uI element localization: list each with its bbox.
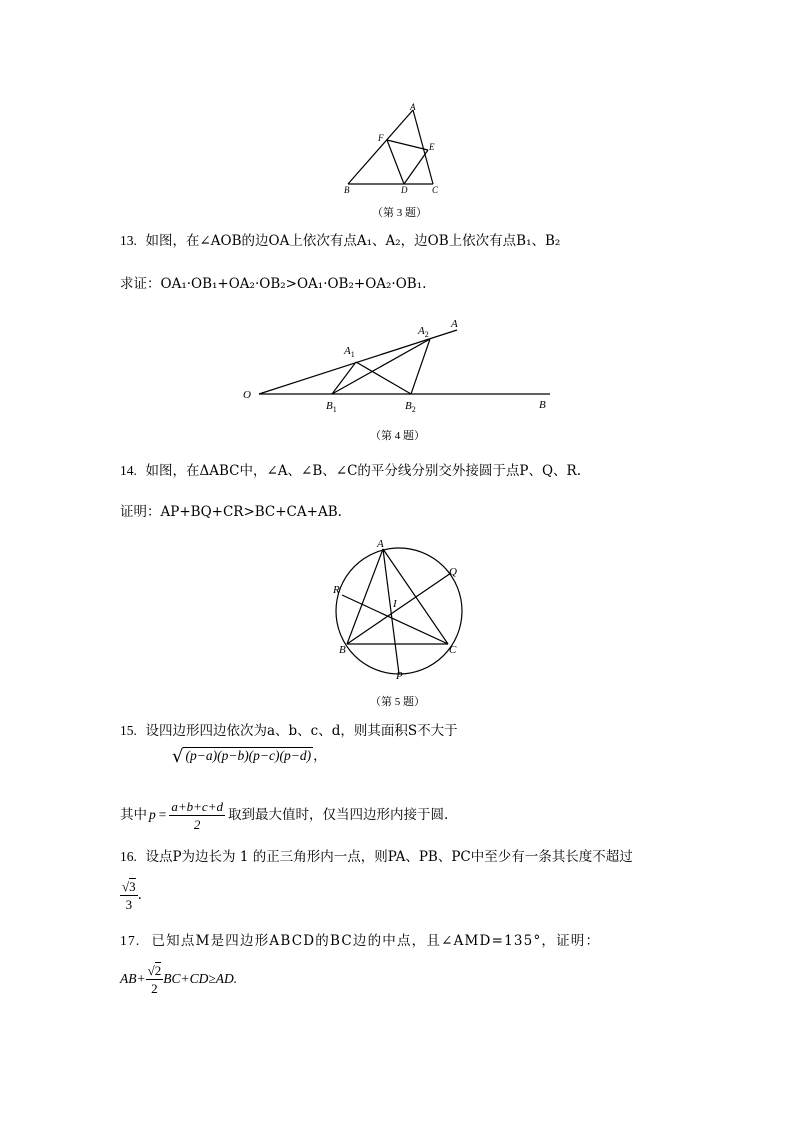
problem-15-radicand: (p−a)(p−b)(p−c)(p−d) [185, 748, 312, 763]
problem-16-line1: 设点P为边长为 1 的正三角形内一点，则PA、PB、PC中至少有一条其长度不超过 [145, 849, 633, 865]
figure-3-caption: （第 3 题） [372, 207, 427, 219]
fig5-label-q: Q [449, 566, 457, 578]
fig4-label-a2: $A_2$ [418, 325, 429, 339]
problem-14-claim: 证明：AP+BQ+CR>BC+CA+AB. [120, 504, 342, 520]
problem-14-line1: 如图，在ΔABC中，∠A、∠B、∠C的平分线分别交外接圆于点P、Q、R. [145, 463, 582, 479]
fig3-label-f: F [378, 133, 384, 143]
problem-14-statement [120, 462, 581, 480]
problem-15-formula-tail: ， [313, 748, 327, 764]
fig4-label-a: A [451, 318, 458, 330]
problem-16-tail: . [137, 887, 142, 903]
fig5-label-r: R [333, 584, 340, 596]
fig4-label-b1: $B_1$ [326, 400, 337, 414]
problem-13-statement [120, 232, 560, 250]
figure-4-angle [235, 312, 565, 422]
figure-4-caption: （第 4 题） [370, 430, 425, 442]
problem-14-number: 14. [120, 463, 137, 478]
problem-17-denominator: 2 [151, 980, 158, 996]
problem-17-part-a: AB+ [120, 971, 146, 986]
fig5-label-c: C [449, 644, 457, 656]
problem-17-claim [120, 958, 237, 1000]
problem-16-number: 16. [120, 849, 137, 864]
problem-15-p-fraction [169, 798, 225, 833]
fig4-label-b: B [539, 399, 546, 411]
fig5-label-p: P [396, 670, 403, 682]
problem-17-numerator: 2 [154, 962, 162, 978]
problem-16-denominator: 3 [125, 896, 133, 912]
problem-13-line1: 如图，在∠AOB的边OA上依次有点A₁、A₂，边OB上依次有点B₁、B₂ [145, 233, 561, 249]
problem-15-line1: 设四边形四边依次为a、b、c、d，则其面积S不大于 [145, 723, 458, 739]
problem-15-p-eq: = [158, 807, 167, 822]
problem-17-fraction: $\frac{√2}{2}$ [147, 962, 162, 996]
fig3-label-a: A [410, 102, 416, 112]
problem-15-suffix: 取到最大值时，仅当四边形内接于圆. [227, 807, 449, 823]
fig4-label-o: O [243, 389, 251, 401]
problem-15-formula: √ (p−a)(p−b)(p−c)(p−d) ， [172, 746, 327, 767]
problem-16-bound [120, 874, 142, 916]
problem-16-numerator: 3 [129, 878, 136, 894]
fig5-label-a: A [377, 538, 384, 550]
problem-15-p-numerator: a+b+c+d [171, 798, 223, 814]
fig3-label-e: E [429, 142, 435, 152]
problem-17-number: 17. [120, 933, 141, 948]
fig5-label-b: B [339, 644, 346, 656]
problem-13-claim: 求证：OA₁·OB₁+OA₂·OB₂>OA₁·OB₂+OA₂·OB₁. [120, 276, 427, 292]
problem-17-part-b: BC+CD≥AD. [163, 971, 238, 986]
problem-15-condition [120, 796, 448, 834]
fig3-label-b: B [344, 185, 350, 195]
figure-5-caption: （第 5 题） [370, 696, 425, 708]
problem-17-statement [120, 932, 600, 950]
fig4-label-b2: $B_2$ [405, 400, 416, 414]
problem-15-prefix: 其中 [120, 807, 147, 823]
problem-15-statement [120, 722, 458, 740]
fig5-label-i: I [393, 598, 397, 610]
problem-15-p-var: p [149, 807, 156, 822]
problem-15-p-denominator: 2 [193, 816, 201, 832]
fig3-label-d: D [401, 185, 408, 195]
figure-3-triangle [335, 100, 455, 200]
problem-17-line1: 已知点M是四边形ABCD的BC边的中点，且∠AMD=135°，证明： [151, 933, 601, 949]
problem-16-statement [120, 848, 633, 866]
problem-13-number: 13. [120, 233, 137, 248]
problem-15-number: 15. [120, 723, 137, 738]
fig3-label-c: C [432, 185, 439, 195]
problem-16-fraction: $\frac{√3}{3}$ [122, 878, 136, 912]
fig4-label-a1: $A_1$ [344, 345, 355, 359]
figure-5-circle [325, 535, 475, 685]
